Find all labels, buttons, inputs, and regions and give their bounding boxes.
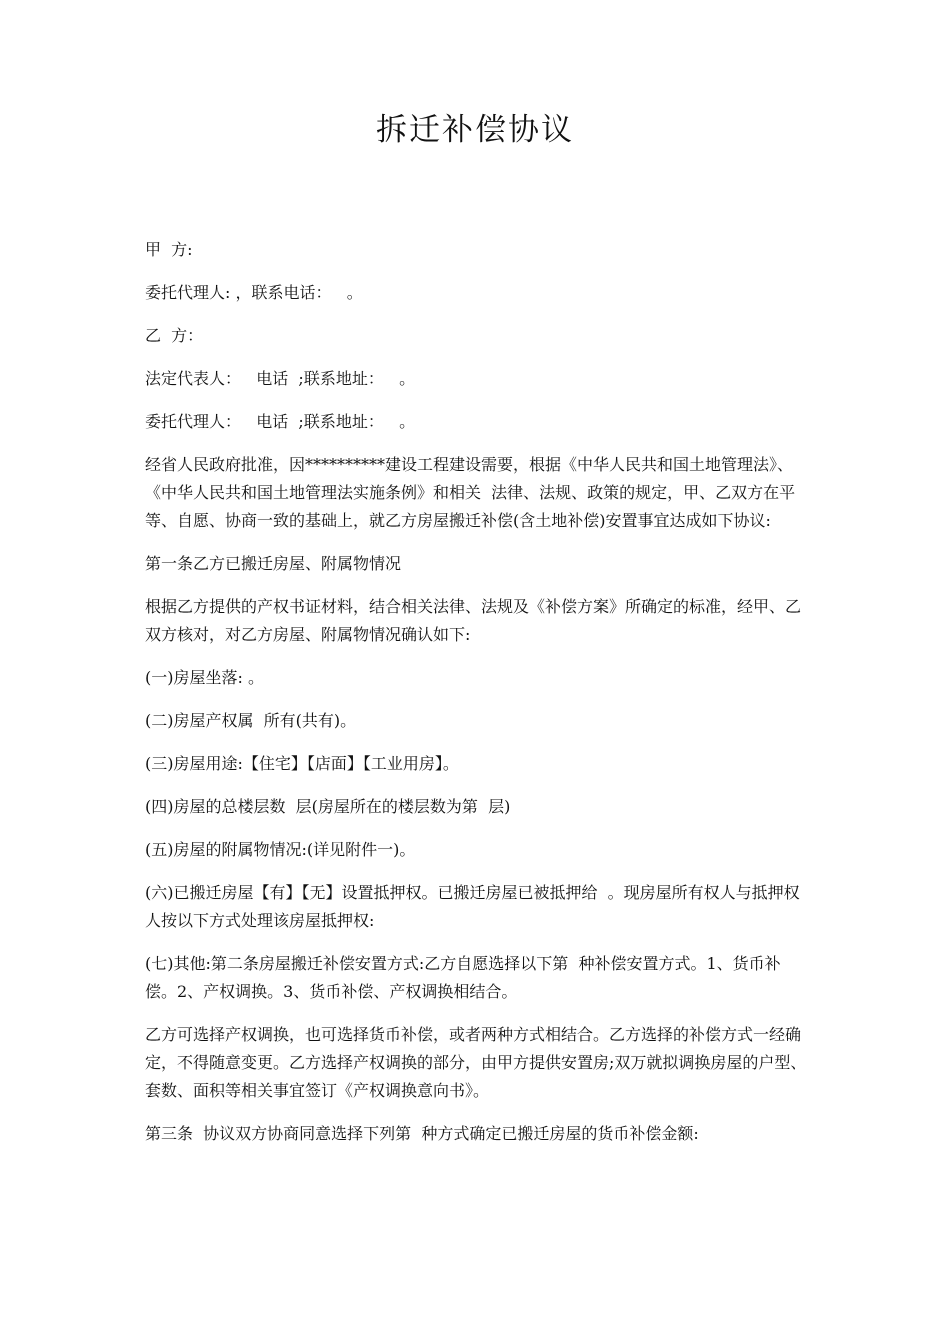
article-3-heading: 第三条 协议双方协商同意选择下列第 种方式确定已搬迁房屋的货币补偿金额: — [145, 1124, 699, 1143]
paragraph-party-b-agent: 委托代理人： 电话 ;联系地址： 。 — [145, 412, 416, 431]
paragraph-party-a-agent: 委托代理人: ，联系电话： 。 — [145, 283, 363, 302]
item-usage: (三)房屋用途:【住宅】【店面】【工业用房】。 — [145, 754, 459, 773]
document-title: 拆迁补偿协议 — [376, 112, 574, 148]
paragraph-legal-representative: 法定代表人： 电话 ;联系地址： 。 — [145, 369, 416, 388]
paragraph-party-a: 甲 方: — [145, 240, 193, 259]
item-location: (一)房屋坐落: 。 — [145, 668, 264, 687]
item-attachments: (五)房屋的附属物情况:(详见附件一)。 — [145, 840, 416, 859]
document-body — [145, 236, 810, 1163]
paragraph-compensation-choice: 乙方可选择产权调换，也可选择货币补偿，或者两种方式相结合。乙方选择的补偿方式一经确定，不得随意变更。乙方选择产权调换的部分，由甲方提供安置房;双万就拟调换房屋的户型、套数、面积等相关事宜签订《产权调换意向书》。 — [145, 1025, 807, 1100]
item-other-article-2: (七)其他:第二条房屋搬迁补偿安置方式:乙方自愿选择以下第 种补偿安置方式。1、货币补偿。2、产权调换。3、货币补偿、产权调换相结合。 — [145, 954, 781, 1001]
item-ownership: (二)房屋产权属 所有(共有)。 — [145, 711, 357, 730]
item-mortgage: (六)已搬迁房屋【有】【无】设置抵押权。已搬迁房屋已被抵押给 。现房屋所有权人与抵押权人按以下方式处理该房屋抵押权: — [145, 883, 800, 930]
paragraph-preamble: 经省人民政府批准，因**********建设工程建设需要，根据《中华人民共和国土地管理法》、《中华人民共和国土地管理法实施条例》和相关 法律、法规、政策的规定，甲、乙双方在平等、自愿、协商一致的基础上，就乙方房屋搬迁补偿(含土地补偿)安置事宜达成如下协议: — [145, 455, 796, 530]
item-floors: (四)房屋的总楼层数 层(房屋所在的楼层数为第 层) — [145, 797, 511, 816]
article-1-heading: 第一条乙方已搬迁房屋、附属物情况 — [145, 554, 402, 573]
article-1-intro: 根据乙方提供的产权书证材料，结合相关法律、法规及《补偿方案》所确定的标准，经甲、乙双方核对，对乙方房屋、附属物情况确认如下: — [145, 597, 802, 644]
paragraph-party-b: 乙 方： — [145, 326, 204, 345]
